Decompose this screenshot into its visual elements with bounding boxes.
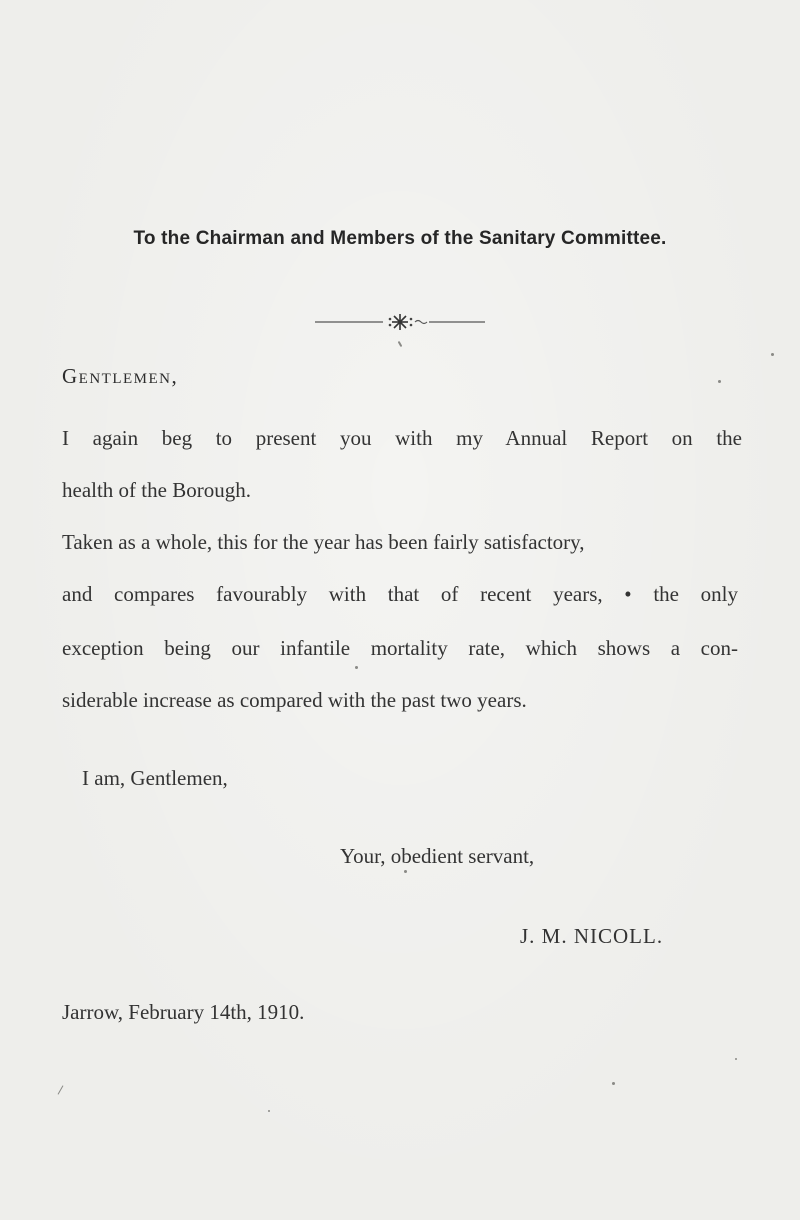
dateline: Jarrow, February 14th, 1910.: [62, 1000, 305, 1024]
salutation: Gentlemen,: [62, 364, 179, 388]
complimentary-close: Your, obedient servant,: [340, 844, 535, 868]
paragraph-2-line-2: and compares favourably with that of recent years, • the only: [62, 582, 738, 606]
ornament-divider: [315, 311, 485, 331]
paper-speck: [735, 1058, 737, 1060]
paper-speck: [268, 1110, 270, 1112]
paper-speck: [404, 870, 407, 873]
paper-speck: [398, 341, 403, 347]
paragraph-2-line-3: exception being our infantile mortality rate, which shows a con-: [62, 636, 738, 660]
signature: J. M. NICOLL.: [520, 924, 664, 948]
paper-speck: [58, 1085, 64, 1094]
paper-speck: [612, 1082, 615, 1085]
paper-speck: [771, 353, 774, 356]
closing-line: I am, Gentlemen,: [82, 766, 228, 790]
paper-speck: [355, 666, 358, 669]
paragraph-2-line-4: siderable increase as compared with the past two years.: [62, 688, 527, 712]
paragraph-1-line-2: health of the Borough.: [62, 478, 251, 502]
paragraph-1-line-1: I again beg to present you with my Annual Report on the: [62, 426, 742, 450]
paper-speck: [718, 380, 721, 383]
letter-heading: To the Chairman and Members of the Sanitary Committee.: [133, 228, 667, 249]
paragraph-2-line-1: Taken as a whole, this for the year has been fairly satisfactory,: [62, 530, 585, 554]
